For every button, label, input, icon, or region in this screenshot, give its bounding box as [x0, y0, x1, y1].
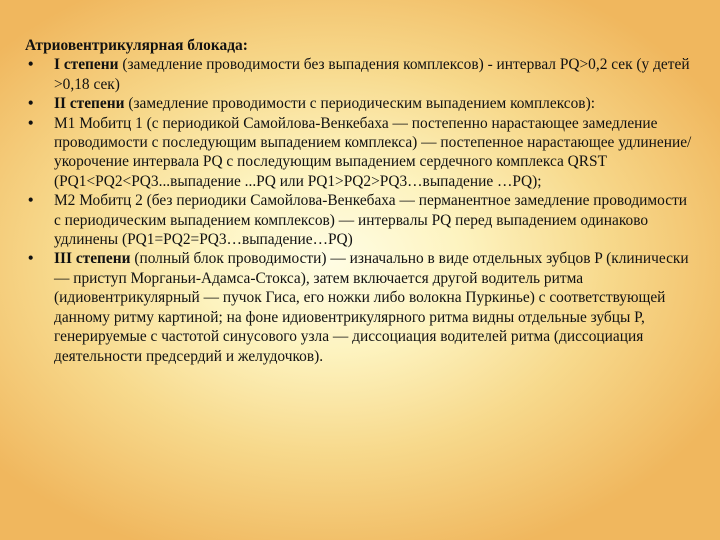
item-text: (замедление проводимости с периодическим выпадением комплексов):: [124, 95, 595, 113]
item-text: (полный блок проводимости) — изначально в виде отдельных зубцов P (клинически — приступ Морганьи-Адамса-Стокса), затем включается другой водитель ритма (идиовентрикулярный — пучок Гиса, его ножки либо волокна Пуркинье) с соответствующей данному ритму картиной; на фоне идиовентрикулярного ритма видны отдельные зубцы P, генерируемые с частотой синусового узла — диссоциация водителей ритма (диссоциация деятельности предсердий и желудочков).: [54, 250, 689, 365]
item-lead: I степени: [54, 56, 119, 74]
bullet-list: [25, 55, 697, 366]
bullet-icon: •: [28, 95, 34, 113]
list-item-degree-2: [25, 94, 697, 113]
list-item-degree-1: [25, 55, 697, 94]
item-lead: III степени: [54, 250, 131, 268]
slide-heading: Атриовентрикулярная блокада:: [25, 37, 248, 54]
item-text: М2 Мобитц 2 (без периодики Самойлова-Венкебаха — перманентное замедление проводимости с периодическим выпадением комплексов) — интервалы PQ перед выпадением одинаково удлинены (PQ1=PQ2=PQ3…выпадение…PQ): [54, 192, 688, 249]
item-text: (замедление проводимости без выпадения комплексов) - интервал PQ>0,2 сек (у детей >0,18 сек): [54, 56, 690, 93]
slide-content: [25, 36, 697, 366]
bullet-icon: •: [28, 250, 34, 268]
item-lead: II степени: [54, 95, 125, 113]
bullet-icon: •: [28, 114, 34, 132]
bullet-icon: •: [28, 192, 34, 210]
item-text: М1 Мобитц 1 (с периодикой Самойлова-Венкебаха — постепенно нарастающее замедление проводимости с последующим выпадением комплекса) — постепенное нарастающее удлинение/укорочение интервала PQ с последующим выпадением сердечного комплекса QRST (PQ1<PQ2<PQ3...выпадение ...PQ или PQ1>PQ2>PQ3…выпадение …PQ);: [54, 114, 692, 190]
bullet-icon: •: [28, 56, 34, 74]
list-item-mobitz-1: [25, 114, 697, 192]
list-item-mobitz-2: [25, 191, 697, 249]
list-item-degree-3: [25, 249, 697, 365]
